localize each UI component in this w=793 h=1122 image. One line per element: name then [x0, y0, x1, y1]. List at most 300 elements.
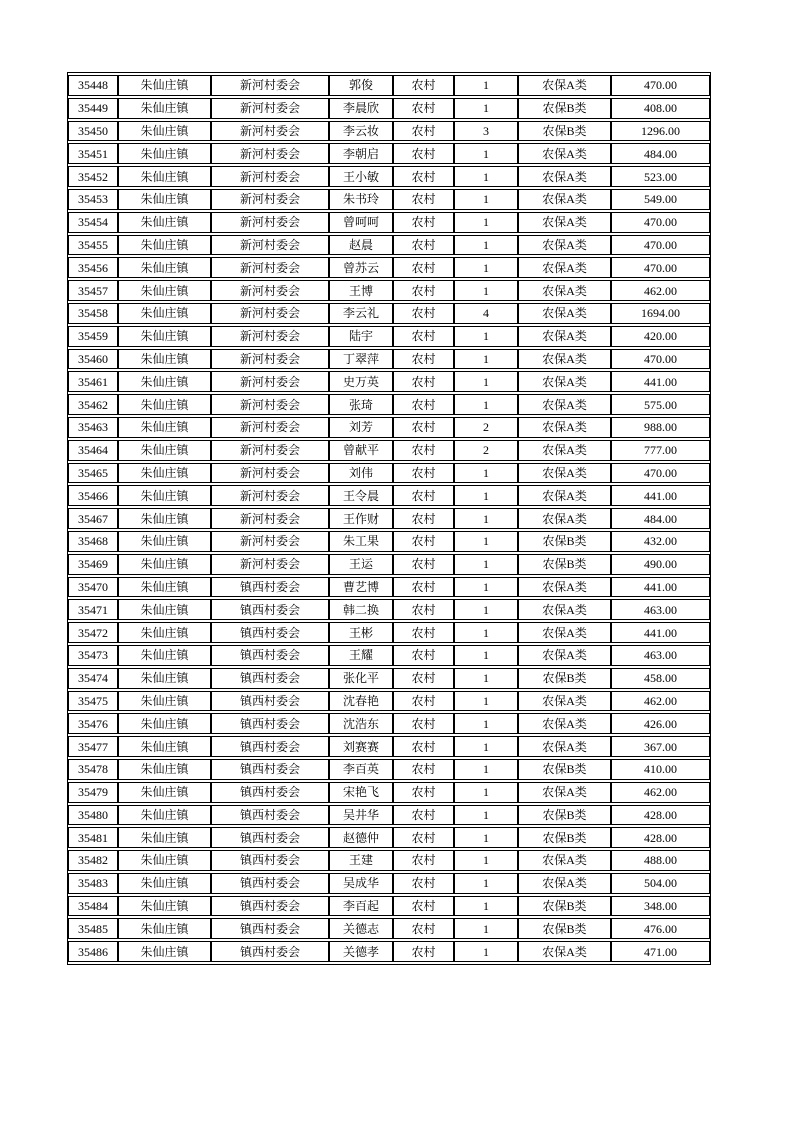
cell-residence-type: 农村	[393, 326, 454, 347]
cell-insurance-category: 农保A类	[518, 394, 611, 415]
cell-person-count: 1	[454, 166, 518, 187]
cell-town: 朱仙庄镇	[118, 599, 211, 620]
cell-person-name: 丁翠萍	[329, 349, 393, 370]
cell-person-count: 1	[454, 75, 518, 96]
table-row	[68, 531, 710, 552]
cell-amount: 470.00	[611, 349, 710, 370]
cell-person-name: 王运	[329, 554, 393, 575]
cell-insurance-category: 农保A类	[518, 440, 611, 461]
cell-village-committee: 新河村委会	[211, 531, 329, 552]
cell-residence-type: 农村	[393, 485, 454, 506]
cell-residence-type: 农村	[393, 508, 454, 529]
cell-village-committee: 镇西村委会	[211, 599, 329, 620]
cell-village-committee: 新河村委会	[211, 554, 329, 575]
table-row	[68, 577, 710, 598]
cell-town: 朱仙庄镇	[118, 577, 211, 598]
cell-residence-type: 农村	[393, 918, 454, 939]
cell-amount: 988.00	[611, 417, 710, 438]
cell-residence-type: 农村	[393, 394, 454, 415]
cell-insurance-category: 农保A类	[518, 941, 611, 962]
cell-sequence-number: 35486	[68, 941, 118, 962]
cell-sequence-number: 35453	[68, 189, 118, 210]
cell-amount: 549.00	[611, 189, 710, 210]
cell-insurance-category: 农保A类	[518, 622, 611, 643]
cell-residence-type: 农村	[393, 873, 454, 894]
cell-amount: 470.00	[611, 212, 710, 233]
table-row	[68, 485, 710, 506]
table-row	[68, 349, 710, 370]
table-row	[68, 896, 710, 917]
cell-person-count: 1	[454, 143, 518, 164]
cell-town: 朱仙庄镇	[118, 257, 211, 278]
cell-town: 朱仙庄镇	[118, 463, 211, 484]
cell-amount: 441.00	[611, 371, 710, 392]
cell-person-count: 1	[454, 349, 518, 370]
cell-residence-type: 农村	[393, 691, 454, 712]
cell-residence-type: 农村	[393, 75, 454, 96]
cell-residence-type: 农村	[393, 782, 454, 803]
cell-village-committee: 镇西村委会	[211, 805, 329, 826]
cell-town: 朱仙庄镇	[118, 736, 211, 757]
cell-town: 朱仙庄镇	[118, 827, 211, 848]
cell-village-committee: 新河村委会	[211, 440, 329, 461]
table-row	[68, 326, 710, 347]
cell-person-name: 史万英	[329, 371, 393, 392]
cell-amount: 348.00	[611, 896, 710, 917]
cell-insurance-category: 农保A类	[518, 485, 611, 506]
cell-insurance-category: 农保A类	[518, 417, 611, 438]
cell-amount: 462.00	[611, 280, 710, 301]
cell-town: 朱仙庄镇	[118, 326, 211, 347]
cell-person-count: 1	[454, 326, 518, 347]
cell-residence-type: 农村	[393, 645, 454, 666]
cell-insurance-category: 农保B类	[518, 896, 611, 917]
cell-sequence-number: 35474	[68, 668, 118, 689]
cell-sequence-number: 35460	[68, 349, 118, 370]
cell-village-committee: 镇西村委会	[211, 941, 329, 962]
cell-person-name: 赵德仲	[329, 827, 393, 848]
cell-sequence-number: 35452	[68, 166, 118, 187]
cell-town: 朱仙庄镇	[118, 691, 211, 712]
cell-person-count: 1	[454, 235, 518, 256]
cell-person-name: 吴井华	[329, 805, 393, 826]
cell-sequence-number: 35450	[68, 121, 118, 142]
cell-person-count: 1	[454, 189, 518, 210]
cell-residence-type: 农村	[393, 850, 454, 871]
cell-village-committee: 镇西村委会	[211, 918, 329, 939]
table-row	[68, 554, 710, 575]
cell-insurance-category: 农保B类	[518, 918, 611, 939]
table-row	[68, 235, 710, 256]
cell-residence-type: 农村	[393, 440, 454, 461]
cell-insurance-category: 农保A类	[518, 850, 611, 871]
cell-residence-type: 农村	[393, 896, 454, 917]
cell-insurance-category: 农保A类	[518, 326, 611, 347]
cell-residence-type: 农村	[393, 235, 454, 256]
cell-person-count: 1	[454, 873, 518, 894]
cell-person-name: 朱书玲	[329, 189, 393, 210]
cell-amount: 458.00	[611, 668, 710, 689]
cell-person-name: 李百起	[329, 896, 393, 917]
cell-residence-type: 农村	[393, 531, 454, 552]
cell-village-committee: 新河村委会	[211, 257, 329, 278]
cell-residence-type: 农村	[393, 759, 454, 780]
cell-person-name: 李朝启	[329, 143, 393, 164]
cell-person-name: 王建	[329, 850, 393, 871]
cell-town: 朱仙庄镇	[118, 75, 211, 96]
cell-village-committee: 新河村委会	[211, 189, 329, 210]
table-row	[68, 782, 710, 803]
cell-amount: 504.00	[611, 873, 710, 894]
cell-insurance-category: 农保A类	[518, 713, 611, 734]
cell-person-name: 王博	[329, 280, 393, 301]
cell-person-name: 王耀	[329, 645, 393, 666]
cell-town: 朱仙庄镇	[118, 805, 211, 826]
cell-person-count: 1	[454, 713, 518, 734]
cell-amount: 367.00	[611, 736, 710, 757]
cell-village-committee: 新河村委会	[211, 349, 329, 370]
cell-person-count: 1	[454, 371, 518, 392]
cell-insurance-category: 农保A类	[518, 873, 611, 894]
cell-amount: 490.00	[611, 554, 710, 575]
cell-person-name: 赵晨	[329, 235, 393, 256]
cell-person-name: 李晨欣	[329, 98, 393, 119]
cell-town: 朱仙庄镇	[118, 303, 211, 324]
table-row	[68, 440, 710, 461]
cell-person-count: 1	[454, 850, 518, 871]
cell-village-committee: 新河村委会	[211, 485, 329, 506]
cell-sequence-number: 35472	[68, 622, 118, 643]
cell-person-count: 1	[454, 257, 518, 278]
cell-amount: 410.00	[611, 759, 710, 780]
cell-person-name: 沈春艳	[329, 691, 393, 712]
cell-insurance-category: 农保B类	[518, 827, 611, 848]
cell-insurance-category: 农保A类	[518, 463, 611, 484]
cell-person-count: 1	[454, 941, 518, 962]
cell-person-count: 1	[454, 394, 518, 415]
cell-town: 朱仙庄镇	[118, 850, 211, 871]
cell-residence-type: 农村	[393, 622, 454, 643]
cell-town: 朱仙庄镇	[118, 235, 211, 256]
cell-town: 朱仙庄镇	[118, 371, 211, 392]
cell-person-name: 李云礼	[329, 303, 393, 324]
cell-insurance-category: 农保B类	[518, 759, 611, 780]
cell-person-name: 曹艺博	[329, 577, 393, 598]
cell-person-name: 关德志	[329, 918, 393, 939]
cell-village-committee: 镇西村委会	[211, 827, 329, 848]
cell-person-count: 1	[454, 577, 518, 598]
cell-village-committee: 镇西村委会	[211, 759, 329, 780]
cell-town: 朱仙庄镇	[118, 417, 211, 438]
cell-insurance-category: 农保A类	[518, 508, 611, 529]
cell-person-count: 1	[454, 212, 518, 233]
cell-amount: 523.00	[611, 166, 710, 187]
cell-person-count: 1	[454, 463, 518, 484]
cell-person-count: 2	[454, 440, 518, 461]
cell-residence-type: 农村	[393, 166, 454, 187]
cell-person-count: 1	[454, 736, 518, 757]
cell-village-committee: 新河村委会	[211, 235, 329, 256]
cell-sequence-number: 35456	[68, 257, 118, 278]
cell-sequence-number: 35473	[68, 645, 118, 666]
cell-town: 朱仙庄镇	[118, 280, 211, 301]
cell-village-committee: 新河村委会	[211, 212, 329, 233]
cell-insurance-category: 农保A类	[518, 189, 611, 210]
cell-amount: 463.00	[611, 599, 710, 620]
table-row	[68, 75, 710, 96]
cell-amount: 420.00	[611, 326, 710, 347]
cell-person-name: 张琦	[329, 394, 393, 415]
cell-village-committee: 镇西村委会	[211, 850, 329, 871]
cell-town: 朱仙庄镇	[118, 668, 211, 689]
cell-person-name: 王作财	[329, 508, 393, 529]
cell-person-count: 1	[454, 622, 518, 643]
cell-person-name: 王令晨	[329, 485, 393, 506]
cell-amount: 462.00	[611, 782, 710, 803]
cell-village-committee: 镇西村委会	[211, 873, 329, 894]
cell-town: 朱仙庄镇	[118, 713, 211, 734]
cell-amount: 441.00	[611, 485, 710, 506]
cell-person-count: 3	[454, 121, 518, 142]
cell-village-committee: 新河村委会	[211, 417, 329, 438]
cell-amount: 463.00	[611, 645, 710, 666]
cell-insurance-category: 农保B类	[518, 668, 611, 689]
cell-village-committee: 镇西村委会	[211, 668, 329, 689]
cell-residence-type: 农村	[393, 736, 454, 757]
cell-residence-type: 农村	[393, 463, 454, 484]
cell-person-count: 1	[454, 508, 518, 529]
cell-village-committee: 镇西村委会	[211, 577, 329, 598]
cell-village-committee: 新河村委会	[211, 371, 329, 392]
table-row	[68, 691, 710, 712]
cell-amount: 1296.00	[611, 121, 710, 142]
cell-sequence-number: 35480	[68, 805, 118, 826]
cell-person-count: 1	[454, 599, 518, 620]
table-row	[68, 645, 710, 666]
cell-town: 朱仙庄镇	[118, 873, 211, 894]
cell-sequence-number: 35458	[68, 303, 118, 324]
cell-residence-type: 农村	[393, 349, 454, 370]
cell-town: 朱仙庄镇	[118, 485, 211, 506]
cell-insurance-category: 农保A类	[518, 349, 611, 370]
cell-amount: 462.00	[611, 691, 710, 712]
payment-table	[67, 72, 711, 965]
cell-amount: 426.00	[611, 713, 710, 734]
table-row	[68, 850, 710, 871]
table-row	[68, 759, 710, 780]
cell-residence-type: 农村	[393, 212, 454, 233]
cell-village-committee: 镇西村委会	[211, 896, 329, 917]
cell-residence-type: 农村	[393, 189, 454, 210]
cell-amount: 484.00	[611, 508, 710, 529]
cell-village-committee: 新河村委会	[211, 166, 329, 187]
cell-person-name: 刘伟	[329, 463, 393, 484]
table-row	[68, 668, 710, 689]
cell-town: 朱仙庄镇	[118, 98, 211, 119]
cell-insurance-category: 农保B类	[518, 554, 611, 575]
cell-town: 朱仙庄镇	[118, 349, 211, 370]
cell-sequence-number: 35459	[68, 326, 118, 347]
cell-sequence-number: 35485	[68, 918, 118, 939]
cell-person-name: 李云妆	[329, 121, 393, 142]
cell-village-committee: 镇西村委会	[211, 691, 329, 712]
cell-person-name: 朱工果	[329, 531, 393, 552]
cell-amount: 470.00	[611, 463, 710, 484]
cell-residence-type: 农村	[393, 713, 454, 734]
cell-person-name: 李百英	[329, 759, 393, 780]
cell-village-committee: 新河村委会	[211, 143, 329, 164]
cell-residence-type: 农村	[393, 303, 454, 324]
cell-person-count: 1	[454, 280, 518, 301]
cell-sequence-number: 35481	[68, 827, 118, 848]
cell-sequence-number: 35471	[68, 599, 118, 620]
cell-village-committee: 新河村委会	[211, 98, 329, 119]
cell-residence-type: 农村	[393, 371, 454, 392]
cell-sequence-number: 35454	[68, 212, 118, 233]
cell-insurance-category: 农保A类	[518, 736, 611, 757]
cell-town: 朱仙庄镇	[118, 508, 211, 529]
table-row	[68, 189, 710, 210]
cell-residence-type: 农村	[393, 941, 454, 962]
cell-person-name: 曾呵呵	[329, 212, 393, 233]
cell-amount: 1694.00	[611, 303, 710, 324]
cell-person-name: 关德孝	[329, 941, 393, 962]
cell-amount: 777.00	[611, 440, 710, 461]
cell-person-count: 1	[454, 918, 518, 939]
cell-amount: 428.00	[611, 805, 710, 826]
cell-person-name: 张化平	[329, 668, 393, 689]
table-row	[68, 805, 710, 826]
table-row	[68, 212, 710, 233]
cell-village-committee: 新河村委会	[211, 394, 329, 415]
cell-town: 朱仙庄镇	[118, 394, 211, 415]
cell-person-count: 1	[454, 98, 518, 119]
cell-sequence-number: 35457	[68, 280, 118, 301]
cell-residence-type: 农村	[393, 554, 454, 575]
cell-town: 朱仙庄镇	[118, 896, 211, 917]
cell-amount: 441.00	[611, 577, 710, 598]
cell-sequence-number: 35470	[68, 577, 118, 598]
table-row	[68, 371, 710, 392]
cell-person-count: 1	[454, 759, 518, 780]
cell-insurance-category: 农保B类	[518, 531, 611, 552]
cell-town: 朱仙庄镇	[118, 554, 211, 575]
cell-sequence-number: 35478	[68, 759, 118, 780]
cell-village-committee: 镇西村委会	[211, 736, 329, 757]
cell-residence-type: 农村	[393, 98, 454, 119]
cell-person-name: 曾苏云	[329, 257, 393, 278]
cell-village-committee: 新河村委会	[211, 280, 329, 301]
table-row	[68, 303, 710, 324]
cell-person-count: 1	[454, 782, 518, 803]
cell-residence-type: 农村	[393, 805, 454, 826]
cell-amount: 441.00	[611, 622, 710, 643]
cell-person-name: 宋艳飞	[329, 782, 393, 803]
cell-person-name: 陆宇	[329, 326, 393, 347]
cell-person-count: 1	[454, 485, 518, 506]
cell-insurance-category: 农保A类	[518, 371, 611, 392]
cell-sequence-number: 35475	[68, 691, 118, 712]
cell-person-name: 王小敏	[329, 166, 393, 187]
cell-village-committee: 镇西村委会	[211, 782, 329, 803]
table-row	[68, 713, 710, 734]
cell-residence-type: 农村	[393, 827, 454, 848]
cell-sequence-number: 35449	[68, 98, 118, 119]
cell-insurance-category: 农保A类	[518, 280, 611, 301]
table-row	[68, 417, 710, 438]
cell-village-committee: 新河村委会	[211, 326, 329, 347]
cell-village-committee: 新河村委会	[211, 121, 329, 142]
cell-insurance-category: 农保A类	[518, 645, 611, 666]
table-row	[68, 166, 710, 187]
cell-insurance-category: 农保B类	[518, 98, 611, 119]
cell-town: 朱仙庄镇	[118, 212, 211, 233]
cell-sequence-number: 35451	[68, 143, 118, 164]
table-row	[68, 143, 710, 164]
cell-person-count: 1	[454, 896, 518, 917]
cell-insurance-category: 农保A类	[518, 577, 611, 598]
cell-town: 朱仙庄镇	[118, 645, 211, 666]
cell-sequence-number: 35463	[68, 417, 118, 438]
cell-sequence-number: 35464	[68, 440, 118, 461]
cell-sequence-number: 35469	[68, 554, 118, 575]
cell-sequence-number: 35461	[68, 371, 118, 392]
cell-person-count: 2	[454, 417, 518, 438]
cell-residence-type: 农村	[393, 599, 454, 620]
table-row	[68, 257, 710, 278]
cell-amount: 470.00	[611, 75, 710, 96]
cell-person-name: 沈浩东	[329, 713, 393, 734]
cell-town: 朱仙庄镇	[118, 531, 211, 552]
cell-insurance-category: 农保B类	[518, 121, 611, 142]
cell-amount: 488.00	[611, 850, 710, 871]
cell-person-count: 1	[454, 645, 518, 666]
cell-person-count: 4	[454, 303, 518, 324]
cell-insurance-category: 农保A类	[518, 143, 611, 164]
cell-village-committee: 镇西村委会	[211, 622, 329, 643]
table-row	[68, 873, 710, 894]
cell-sequence-number: 35468	[68, 531, 118, 552]
table-row	[68, 463, 710, 484]
cell-village-committee: 新河村委会	[211, 463, 329, 484]
cell-sequence-number: 35483	[68, 873, 118, 894]
table-row	[68, 736, 710, 757]
table-row	[68, 508, 710, 529]
table-row	[68, 599, 710, 620]
cell-sequence-number: 35479	[68, 782, 118, 803]
cell-residence-type: 农村	[393, 280, 454, 301]
cell-village-committee: 新河村委会	[211, 303, 329, 324]
cell-insurance-category: 农保A类	[518, 782, 611, 803]
cell-person-name: 郭俊	[329, 75, 393, 96]
table-row	[68, 918, 710, 939]
cell-town: 朱仙庄镇	[118, 759, 211, 780]
cell-sequence-number: 35465	[68, 463, 118, 484]
cell-town: 朱仙庄镇	[118, 622, 211, 643]
cell-amount: 428.00	[611, 827, 710, 848]
cell-residence-type: 农村	[393, 668, 454, 689]
cell-person-count: 1	[454, 668, 518, 689]
cell-town: 朱仙庄镇	[118, 440, 211, 461]
cell-amount: 484.00	[611, 143, 710, 164]
cell-amount: 476.00	[611, 918, 710, 939]
cell-person-name: 曾献平	[329, 440, 393, 461]
cell-town: 朱仙庄镇	[118, 189, 211, 210]
cell-amount: 408.00	[611, 98, 710, 119]
cell-insurance-category: 农保A类	[518, 691, 611, 712]
cell-village-committee: 新河村委会	[211, 75, 329, 96]
cell-sequence-number: 35484	[68, 896, 118, 917]
